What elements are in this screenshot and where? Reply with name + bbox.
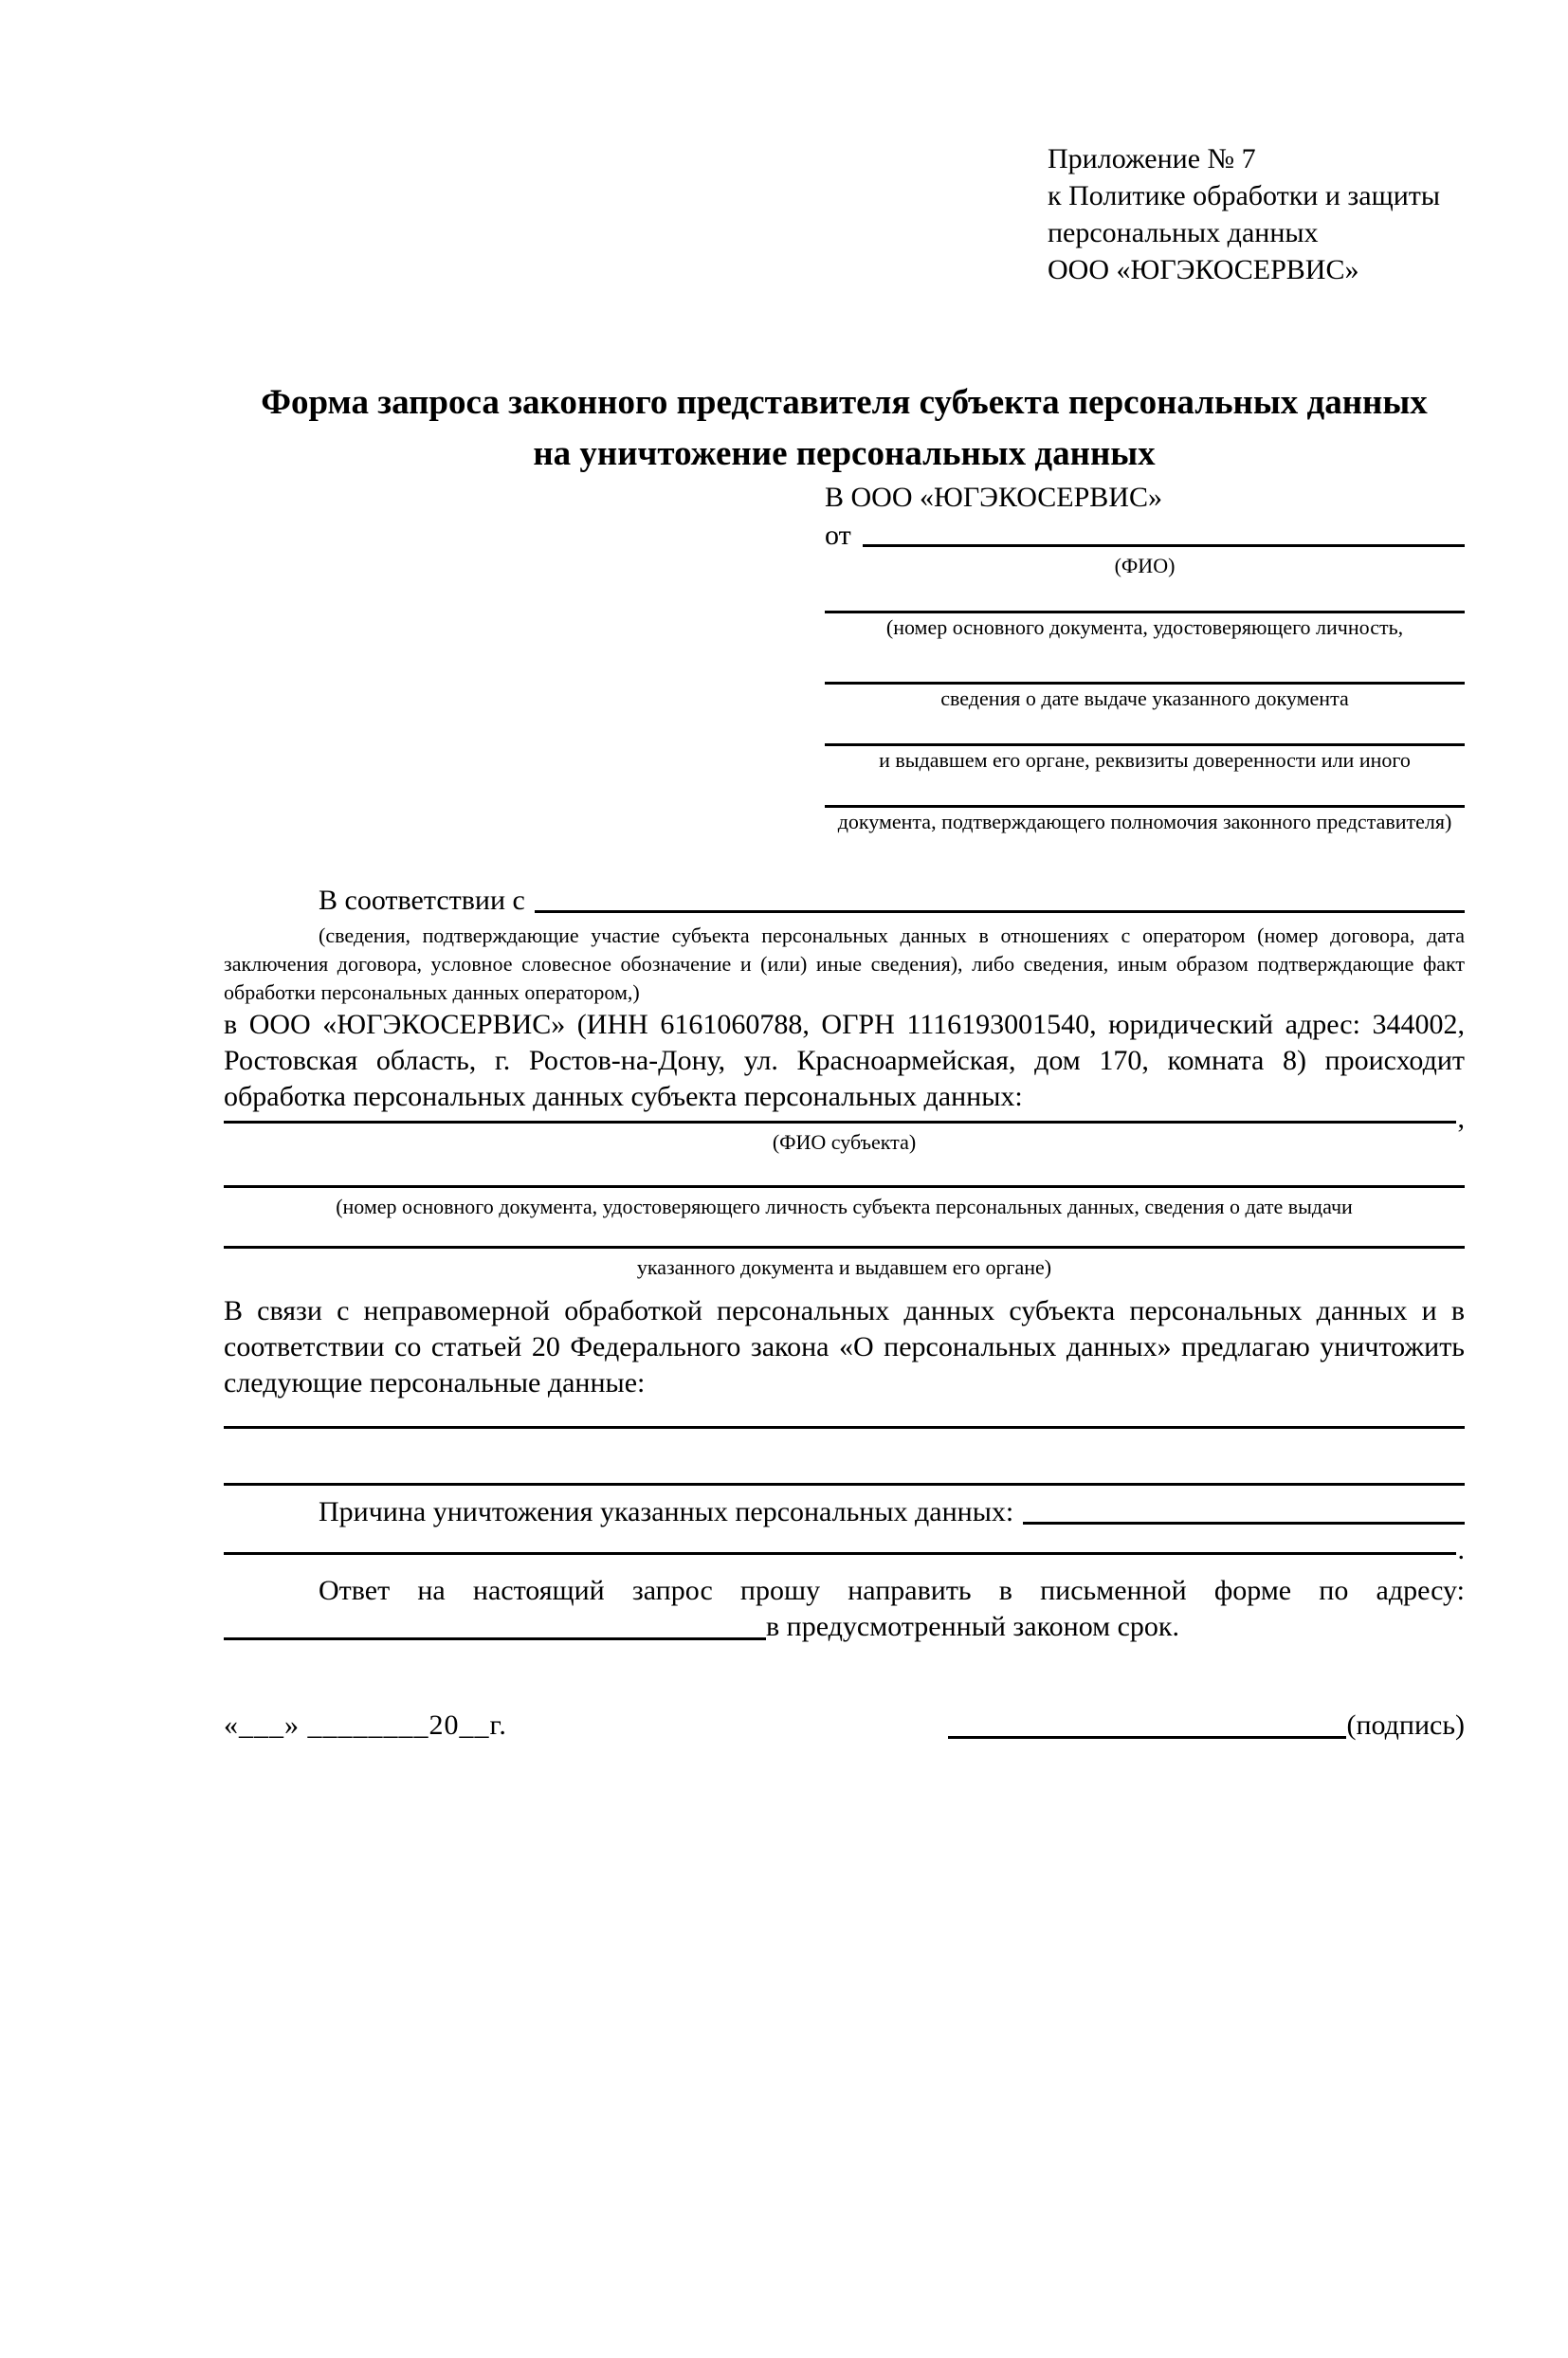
appendix-line: Приложение № 7 xyxy=(1048,143,1256,174)
subject-fio-caption: (ФИО субъекта) xyxy=(772,1130,917,1154)
request-paragraph: В связи с неправомерной обработкой персональных данных субъекта персональных данных и в соответствии со статьей 20 Федерального закона «О персональных данных» предлагаю уничтожить следующие персональные данные: xyxy=(224,1295,1465,1398)
appendix-line: ООО «ЮГЭКОСЕРВИС» xyxy=(1048,254,1359,285)
appendix-line: к Политике обработки и защиты xyxy=(1048,180,1441,211)
representative-doc-field-4[interactable] xyxy=(825,773,1465,808)
signature-block xyxy=(948,1708,1465,1744)
document-page xyxy=(0,140,1568,2358)
subject-doc-caption-1: (номер основного документа, удостоверяющего личность субъекта персональных данных, сведения о дате выдачи xyxy=(336,1195,1353,1218)
subject-doc-caption-2: указанного документа и выдавшем его органе) xyxy=(636,1255,1052,1279)
footer-row xyxy=(224,1708,1465,1744)
signature-field[interactable] xyxy=(948,1735,1346,1739)
subject-name-field[interactable] xyxy=(224,1120,1456,1124)
doc-caption-3: и выдавшем его органе, реквизиты доверенности или иного xyxy=(879,748,1411,772)
reason-label: Причина уничтожения указанных персональных данных: xyxy=(319,1496,1014,1527)
reply-address-row xyxy=(224,1609,1465,1645)
doc-caption-1: (номер основного документа, удостоверяющего личность, xyxy=(885,615,1404,639)
representative-doc-field-2[interactable] xyxy=(825,640,1465,685)
comma-suffix: , xyxy=(1457,1103,1465,1134)
subject-doc-row-2 xyxy=(224,1219,1465,1253)
representative-name-field[interactable] xyxy=(863,543,1465,547)
representative-doc-field-1[interactable] xyxy=(825,578,1465,613)
fio-caption: (ФИО) xyxy=(1114,554,1176,577)
from-row xyxy=(825,516,1465,552)
form-title xyxy=(224,377,1465,480)
accordance-note: (сведения, подтверждающие участие субъекта персональных данных в отношениях с оператором (номер договора, дата заключения договора, условное словесное обозначение и (или) иные сведения), либо сведения, иным образом подтверждающие факт обработки персональных данных оператором,) xyxy=(224,923,1465,1004)
signature-caption: (подпись) xyxy=(1346,1709,1465,1741)
representative-doc-field-3[interactable] xyxy=(825,711,1465,746)
accordance-field[interactable] xyxy=(535,909,1465,913)
addressee-org: В ООО «ЮГЭКОСЕРВИС» xyxy=(825,482,1162,513)
personal-data-field-line-2[interactable] xyxy=(224,1429,1465,1486)
appendix-line: персональных данных xyxy=(1048,217,1319,248)
reason-field-line-2[interactable] xyxy=(224,1551,1456,1555)
subject-doc-field-1[interactable] xyxy=(224,1184,1465,1188)
subject-fio-row xyxy=(224,1103,1465,1134)
subject-doc-field-2[interactable] xyxy=(224,1245,1465,1249)
reply-suffix: в предусмотренный законом срок. xyxy=(766,1611,1179,1642)
reply-paragraph: Ответ на настоящий запрос прошу направить в письменной форме по адресу: xyxy=(319,1575,1465,1606)
subject-doc-row-1 xyxy=(224,1155,1465,1193)
accordance-label: В соответствии с xyxy=(319,885,525,916)
appendix-block xyxy=(1048,140,1465,288)
form-title-line: на уничтожение персональных данных xyxy=(533,434,1156,473)
addressee-block xyxy=(825,480,1465,834)
date-field[interactable]: «___» ________20__г. xyxy=(224,1709,507,1741)
doc-caption-2: сведения о дате выдаче указанного документа xyxy=(940,686,1349,710)
operator-paragraph: в ООО «ЮГЭКОСЕРВИС» (ИНН 6161060788, ОГРН 1116193001540, юридический адрес: 344002, Ростовская область, г. Ростов-на-Дону, ул. Красноармейская, дом 170, комната 8) происходит обработка персональных данных субъекта персональных данных: xyxy=(224,1009,1465,1112)
reason-row xyxy=(224,1491,1465,1529)
form-title-line: Форма запроса законного представителя субъекта персональных данных xyxy=(261,383,1428,422)
from-label: от xyxy=(825,520,851,551)
accordance-row xyxy=(224,880,1465,918)
reply-address-field[interactable] xyxy=(224,1636,766,1640)
reason-field[interactable] xyxy=(1023,1521,1465,1525)
personal-data-field-line-1[interactable] xyxy=(224,1401,1465,1429)
doc-caption-4: документа, подтверждающего полномочия законного представителя) xyxy=(837,810,1452,833)
reason-row-2 xyxy=(224,1529,1465,1565)
period-suffix: . xyxy=(1457,1534,1465,1565)
